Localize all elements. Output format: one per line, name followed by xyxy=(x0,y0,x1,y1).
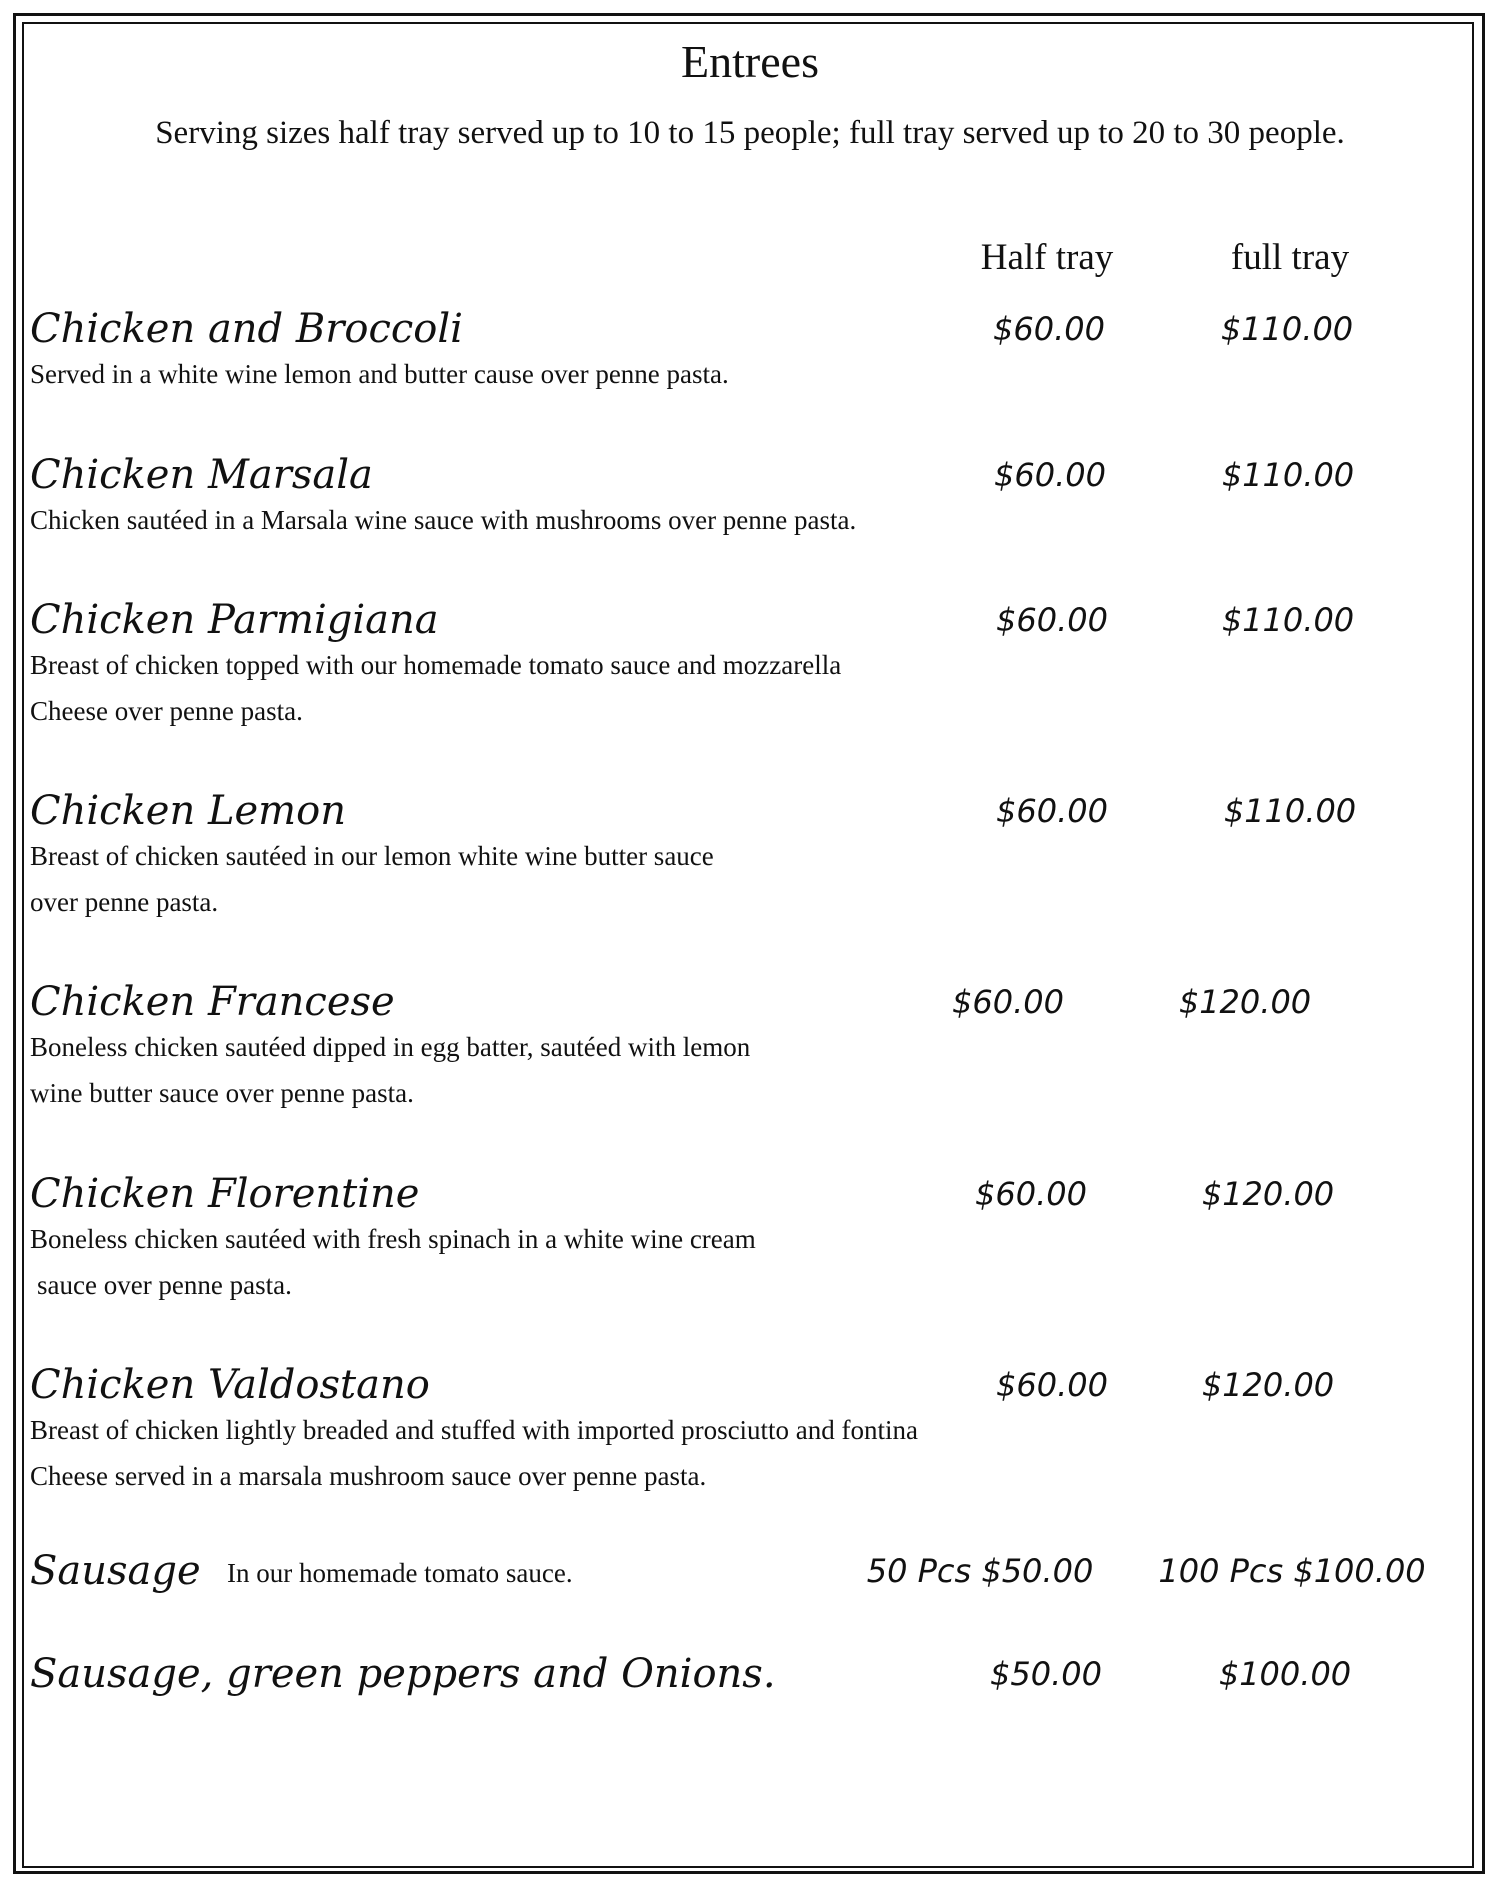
half-tray-price: $60.00 xyxy=(993,310,1105,348)
description-line: sauce over penne pasta. xyxy=(37,1270,292,1300)
menu-item-description xyxy=(30,351,729,397)
description-line: over penne pasta. xyxy=(30,887,219,917)
menu-item-description xyxy=(30,833,714,925)
description-line: Breast of chicken lightly breaded and stuffed with imported prosciutto and fontina xyxy=(30,1415,919,1445)
full-tray-price: $120.00 xyxy=(1201,1175,1335,1213)
half-tray-price: $60.00 xyxy=(996,792,1108,830)
half-tray-price: $60.00 xyxy=(952,983,1064,1021)
menu-item-description xyxy=(30,1024,750,1116)
menu-item-name: Chicken Valdostano xyxy=(30,1362,430,1408)
full-tray-price: $120.00 xyxy=(1178,983,1312,1021)
description-line: Boneless chicken sautéed with fresh spinach in a white wine cream xyxy=(30,1224,756,1254)
full-tray-price: $120.00 xyxy=(1201,1366,1335,1404)
description-line: Cheese served in a marsala mushroom sauce over penne pasta. xyxy=(30,1461,707,1491)
description-line: Boneless chicken sautéed dipped in egg batter, sautéed with lemon xyxy=(30,1032,751,1062)
full-tray-price: $110.00 xyxy=(1220,310,1354,348)
half-tray-price: $60.00 xyxy=(996,1366,1108,1404)
menu-item-name: Chicken Parmigiana xyxy=(30,597,439,643)
half-tray-price: $60.00 xyxy=(975,1175,1087,1213)
menu-item-description xyxy=(30,642,841,734)
menu-item-description xyxy=(30,497,856,543)
full-tray-price: $110.00 xyxy=(1223,792,1357,830)
description-line: Chicken sautéed in a Marsala wine sauce with mushrooms over penne pasta. xyxy=(30,505,857,535)
half-tray-price: 50 Pcs $50.00 xyxy=(866,1552,1094,1590)
menu-item-description xyxy=(30,1216,756,1308)
column-header-full-tray: full tray xyxy=(1230,237,1350,278)
menu-item-name: Chicken Lemon xyxy=(30,788,346,834)
description-line: Served in a white wine lemon and butter cause over penne pasta. xyxy=(30,359,729,389)
full-tray-price: $100.00 xyxy=(1218,1655,1352,1693)
full-tray-price: $110.00 xyxy=(1221,601,1355,639)
description-line: Breast of chicken sautéed in our lemon white wine butter sauce xyxy=(30,841,714,871)
menu-item-description: In our homemade tomato sauce. xyxy=(227,1558,573,1588)
description-line: wine butter sauce over penne pasta. xyxy=(30,1078,414,1108)
menu-item-name: Chicken Francese xyxy=(30,979,395,1025)
menu-item-name: Chicken and Broccoli xyxy=(30,306,463,352)
menu-item-name: Chicken Florentine xyxy=(30,1171,420,1217)
full-tray-price: 100 Pcs $100.00 xyxy=(1158,1552,1426,1590)
half-tray-price: $60.00 xyxy=(996,601,1108,639)
menu-item-name: Sausage, green peppers and Onions. xyxy=(30,1651,776,1697)
half-tray-price: $60.00 xyxy=(994,456,1106,494)
page-title: Entrees xyxy=(681,36,819,87)
serving-size-note: Serving sizes half tray served up to 10 to 15 people; full tray served up to 20 to 30 people. xyxy=(155,115,1345,151)
column-header-half-tray: Half tray xyxy=(980,237,1114,278)
full-tray-price: $110.00 xyxy=(1221,456,1355,494)
half-tray-price: $50.00 xyxy=(990,1655,1102,1693)
menu-item-name: Sausage xyxy=(30,1548,201,1594)
description-line: Cheese over penne pasta. xyxy=(30,696,303,726)
description-line: Breast of chicken topped with our homemade tomato sauce and mozzarella xyxy=(30,650,842,680)
menu-item-description xyxy=(30,1407,918,1499)
menu-item-name: Chicken Marsala xyxy=(30,452,373,498)
